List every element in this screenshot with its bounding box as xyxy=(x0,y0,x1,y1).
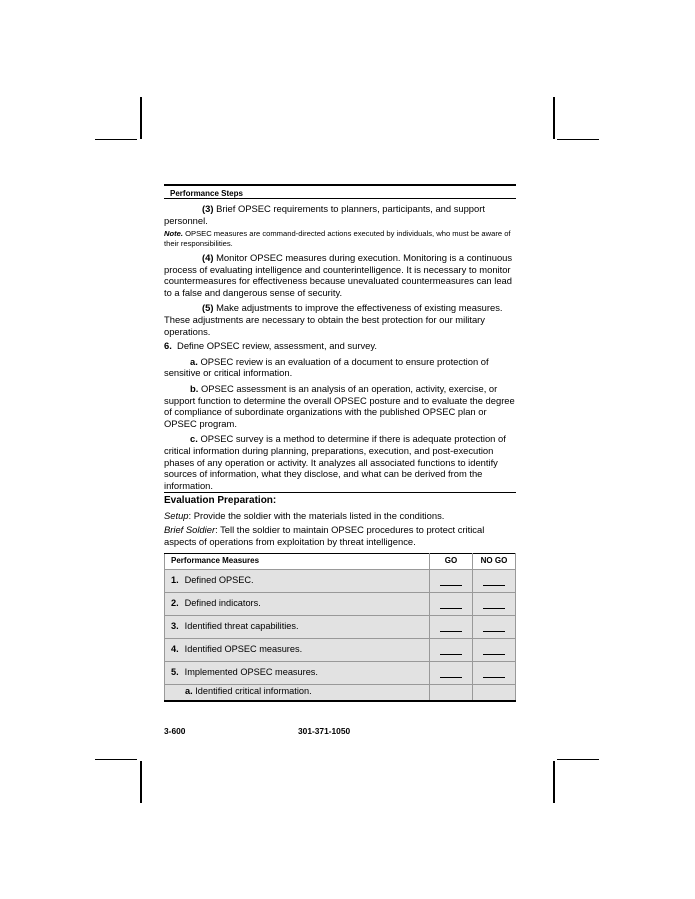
performance-measures-header: Performance Measures xyxy=(165,553,430,569)
note: Note. OPSEC measures are command-directed actions executed by individuals, who must be aware of their responsibilities. xyxy=(164,229,511,248)
table-row: 2. Defined indicators. xyxy=(165,592,516,615)
crop-mark xyxy=(95,759,137,760)
footer xyxy=(164,726,351,736)
nogo-header: NO GO xyxy=(473,553,516,569)
crop-mark xyxy=(557,759,599,760)
task-number: 301-371-1050 xyxy=(298,726,351,736)
table-row: 3. Identified threat capabilities. xyxy=(165,615,516,638)
table-row: 4. Identified OPSEC measures. xyxy=(165,638,516,661)
nogo-blank[interactable] xyxy=(473,661,516,684)
crop-mark xyxy=(140,761,142,803)
table-row: 1. Defined OPSEC. xyxy=(165,569,516,592)
step-4: (4) Monitor OPSEC measures during execution. Monitoring is a continuous process of evaluating intelligence and counterintelligence. It is necessary to monitor countermeasures for effectiveness because unevaluated countermeasures can lead to a false and dangerous sense of security. xyxy=(164,252,513,298)
nogo-blank[interactable] xyxy=(473,638,516,661)
page-number: 3-600 xyxy=(164,726,186,736)
go-blank[interactable] xyxy=(430,638,473,661)
nogo-blank[interactable] xyxy=(473,592,516,615)
brief-soldier-text: Brief Soldier: Tell the soldier to maintain OPSEC procedures to protect critical aspects of operations from exploitation by threat intelligence. xyxy=(164,524,485,548)
table-header-row xyxy=(165,553,516,569)
crop-mark xyxy=(95,139,137,140)
nogo-blank[interactable] xyxy=(473,569,516,592)
go-blank[interactable] xyxy=(430,569,473,592)
go-blank[interactable] xyxy=(430,615,473,638)
step-6a: a. OPSEC review is an evaluation of a document to ensure protection of sensitive or critical information. xyxy=(164,355,489,379)
go-blank[interactable] xyxy=(430,661,473,684)
step-6b: b. OPSEC assessment is an analysis of an operation, activity, exercise, or support function to determine the overall OPSEC posture and to evaluate the degree of compliance of subordinate organizations with the published OPSEC plan or OPSEC program. xyxy=(164,382,515,429)
step-6: 6. Define OPSEC review, assessment, and survey. xyxy=(164,340,377,352)
step-3: (3) Brief OPSEC requirements to planners, participants, and support personnel. xyxy=(164,203,485,226)
performance-measures-table xyxy=(164,553,516,702)
step-5: (5) Make adjustments to improve the effectiveness of existing measures. These adjustments are necessary to obtain the best protection for our military operations. xyxy=(164,302,503,337)
performance-steps-header: Performance Steps xyxy=(164,186,516,199)
table-row: 5. Implemented OPSEC measures. xyxy=(165,661,516,684)
page-content xyxy=(164,184,516,702)
crop-mark xyxy=(553,97,555,139)
crop-mark xyxy=(553,761,555,803)
table-row: a. Identified critical information. xyxy=(165,684,516,701)
evaluation-preparation-title: Evaluation Preparation: xyxy=(164,495,277,507)
step-6c: c. OPSEC survey is a method to determine if there is adequate protection of critical information during planning, preparations, execution, and post-execution phases of any operation or activity. It analyzes all associated functions to identify sources of information, what they disclose, and what can be derived from the information. xyxy=(164,433,506,491)
setup-text: Setup: Provide the soldier with the materials listed in the conditions. xyxy=(164,509,445,521)
crop-mark xyxy=(140,97,142,139)
go-header: GO xyxy=(430,553,473,569)
crop-mark xyxy=(557,139,599,140)
nogo-blank[interactable] xyxy=(473,615,516,638)
section-divider xyxy=(164,492,516,493)
go-blank[interactable] xyxy=(430,592,473,615)
